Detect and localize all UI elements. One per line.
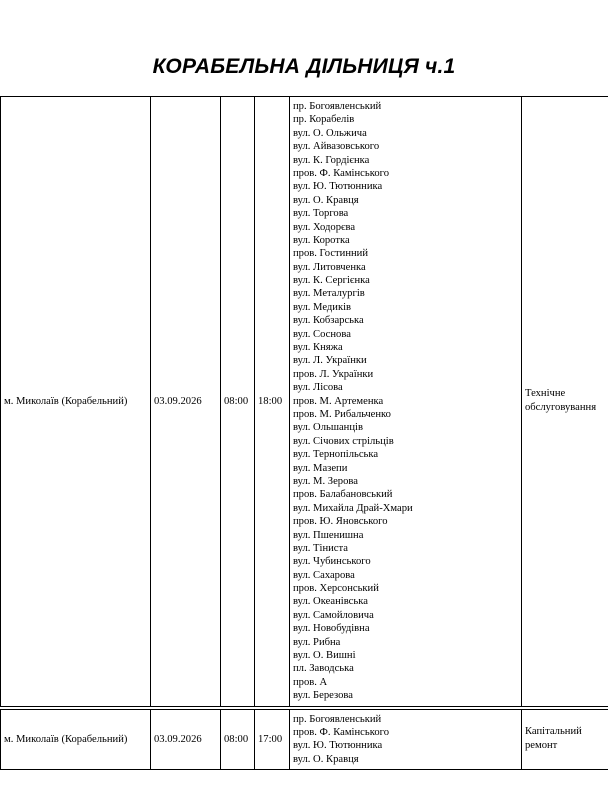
end-time-cell: [255, 97, 290, 707]
street-item: вул. Л. Українки: [293, 355, 367, 367]
table-row: [1, 97, 608, 707]
street-item: вул. Рибна: [293, 636, 341, 648]
end-time-cell: [255, 709, 290, 770]
settlement-text: м. Миколаїв (Корабельний): [4, 395, 128, 407]
street-item: вул. Айвазовського: [293, 141, 380, 153]
street-item: пр. Корабелів: [293, 114, 355, 126]
end-time-text: 17:00: [258, 733, 283, 745]
street-item: вул. Медиків: [293, 301, 352, 313]
street-item: пров. Гостинний: [293, 248, 368, 260]
settlement-cell: [1, 97, 151, 707]
street-item: пров. Ю. Яновського: [293, 516, 388, 528]
street-item: вул. О. Кравця: [293, 753, 359, 765]
date-text: 03.09.2026: [154, 395, 202, 407]
street-item: пров. Ф. Камінського: [293, 726, 389, 738]
street-item: пров. А: [293, 676, 328, 688]
date-cell: [151, 97, 221, 707]
end-time-text: 18:00: [258, 395, 283, 407]
street-item: вул. Княжа: [293, 342, 343, 354]
date-cell: [151, 709, 221, 770]
street-item: вул. Ю. Тютюнника: [293, 181, 383, 193]
street-item: вул. О. Кравця: [293, 194, 359, 206]
street-item: пров. М. Рибальченко: [293, 408, 391, 420]
street-item: вул. Сахарова: [293, 569, 355, 581]
reason-cell: [522, 97, 608, 707]
street-item: вул. Ходорєва: [293, 221, 356, 233]
reason-cell: [522, 709, 608, 770]
page-title: КОРАБЕЛЬНА ДІЛЬНИЦЯ ч.1: [152, 55, 456, 78]
start-time-text: 08:00: [224, 395, 249, 407]
street-item: вул. Соснова: [293, 328, 351, 340]
street-item: вул. Литовченка: [293, 261, 366, 273]
street-item: вул. О. Ольжича: [293, 127, 367, 139]
street-item: вул. Березова: [293, 690, 353, 702]
street-item: вул. Новобудівна: [293, 623, 370, 635]
street-item: вул. Кобзарська: [293, 315, 364, 327]
street-item: вул. Мазепи: [293, 462, 348, 474]
street-item: пр. Богоявленський: [293, 101, 382, 112]
street-item: пл. Заводська: [293, 663, 354, 675]
street-item: вул. К. Гордієнка: [293, 154, 370, 166]
streets-cell: [290, 97, 522, 707]
settlement-text: м. Миколаїв (Корабельний): [4, 733, 128, 745]
street-item: пров. Херсонський: [293, 583, 379, 595]
street-item: пров. Ф. Камінського: [293, 167, 389, 179]
street-item: вул. О. Вишні: [293, 650, 356, 662]
street-item: вул. Коротка: [293, 234, 350, 246]
street-item: вул. Ю. Тютюнника: [293, 740, 383, 752]
street-item: пров. Балабановський: [293, 489, 393, 501]
date-text: 03.09.2026: [154, 733, 202, 745]
start-time-cell: [221, 709, 255, 770]
street-item: вул. Пшенишна: [293, 529, 364, 541]
street-item: вул. Океанівська: [293, 596, 368, 608]
street-item: пр. Богоявленський: [293, 713, 382, 725]
start-time-text: 08:00: [224, 733, 249, 745]
reason-text: Капітальний ремонт: [525, 726, 582, 752]
street-item: вул. Металургів: [293, 288, 365, 300]
street-item: вул. М. Зерова: [293, 475, 358, 487]
street-item: вул. Тернопільська: [293, 449, 379, 461]
street-item: вул. Чубинського: [293, 556, 371, 568]
street-item: вул. К. Сергієнка: [293, 275, 370, 287]
street-item: вул. Торгова: [293, 208, 349, 220]
street-item: пров. Л. Українки: [293, 368, 374, 380]
street-item: вул. Ольшанців: [293, 422, 363, 434]
street-item: пров. М. Артеменка: [293, 395, 384, 407]
streets-cell: [290, 709, 522, 770]
start-time-cell: [221, 97, 255, 707]
table-row: [1, 709, 608, 770]
outage-schedule-table: [0, 96, 608, 770]
reason-text: Технічне обслуговування: [525, 388, 597, 414]
settlement-cell: [1, 709, 151, 770]
street-item: вул. Лісова: [293, 382, 343, 394]
street-item: вул. Самойловича: [293, 609, 374, 621]
street-item: вул. Тіниста: [293, 542, 348, 554]
street-item: вул. Січових стрільців: [293, 435, 394, 447]
street-item: вул. Михайла Драй-Хмари: [293, 502, 413, 514]
